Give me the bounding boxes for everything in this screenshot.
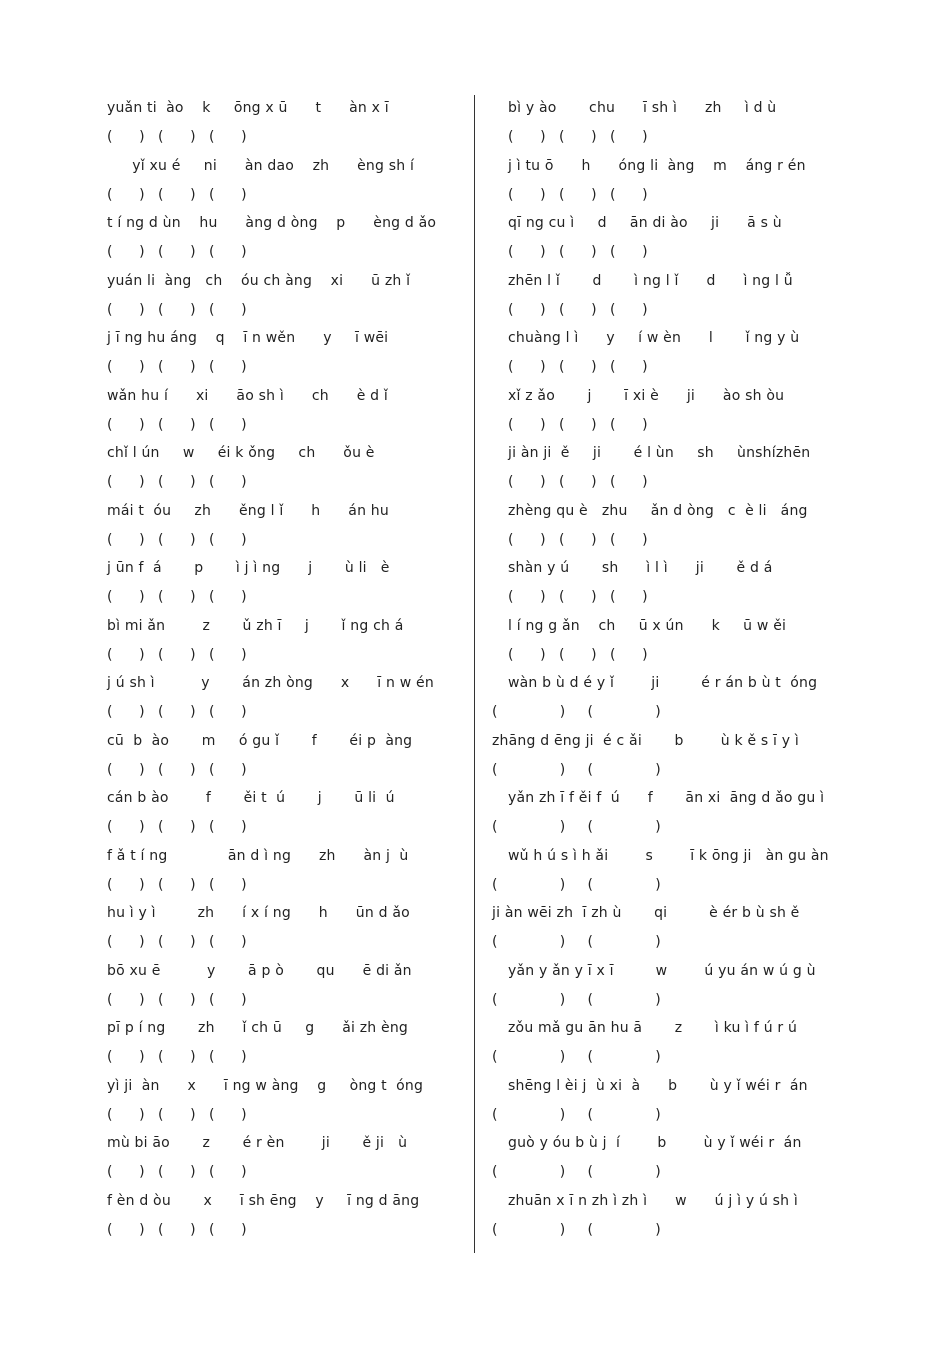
pinyin-line: bì mi ǎn z ǔ zh ī j ǐ ng ch á	[107, 617, 404, 634]
pinyin-line: yǎn y ǎn y ī x ī w ú yu án w ú g ù	[508, 962, 816, 979]
answer-blanks[interactable]: ( ) ( ) ( )	[107, 589, 247, 605]
pinyin-line: bì y ào chu ī sh ì zh ì d ù	[508, 100, 777, 116]
answer-blanks[interactable]: ( ) ( ) ( )	[107, 991, 247, 1008]
answer-blanks[interactable]: ( ) ( ) ( )	[508, 416, 648, 433]
answer-blanks[interactable]: ( ) ( ) ( )	[107, 474, 247, 490]
answer-blanks[interactable]: ( ) ( ) ( )	[107, 819, 247, 835]
pinyin-line: zhèng qu è zhu ǎn d òng c è li áng	[508, 502, 808, 519]
pinyin-line: zhēn l ǐ d ì ng l ǐ d ì ng l ǚ	[508, 272, 793, 289]
pinyin-line: guò y óu b ù j í b ù y ǐ wéi r án	[508, 1135, 802, 1151]
pinyin-line: zhuān x ī n zh ì zh ì w ú j ì y ú sh ì	[508, 1192, 798, 1209]
pinyin-line: f ǎ t í ng ān d ì ng zh àn j ù	[107, 847, 409, 864]
answer-blanks[interactable]: ( ) ( ) ( )	[107, 359, 247, 375]
answer-blanks[interactable]: ( ) ( ) ( )	[107, 704, 247, 720]
pinyin-line: j ūn f á p ì j ì ng j ù li è	[107, 560, 390, 576]
answer-blanks[interactable]: ( ) ( ) ( )	[508, 474, 648, 490]
answer-blanks[interactable]: ( ) ( ) ( )	[107, 416, 247, 433]
answer-blanks[interactable]: ( ) ( ) ( )	[107, 1221, 247, 1238]
answer-blanks[interactable]: ( ) ( )	[492, 704, 661, 720]
pinyin-line: ji àn ji ě ji é l ùn sh ùnshízhēn	[508, 445, 811, 461]
pinyin-line: t í ng d ùn hu àng d òng p èng d ǎo	[107, 215, 437, 231]
answer-blanks[interactable]: ( ) ( ) ( )	[508, 589, 648, 605]
answer-blanks[interactable]: ( ) ( )	[492, 876, 661, 893]
answer-blanks[interactable]: ( ) ( )	[492, 761, 661, 778]
answer-blanks[interactable]: ( ) ( ) ( )	[508, 301, 648, 318]
pinyin-line: wǔ h ú s ì h ǎi s ī k ōng ji àn gu àn	[508, 847, 829, 864]
answer-blanks[interactable]: ( ) ( )	[492, 819, 661, 835]
pinyin-line: f èn d òu x ī sh ēng y ī ng d āng	[107, 1192, 420, 1209]
pinyin-line: mái t óu zh ěng l ǐ h án hu	[107, 502, 389, 519]
answer-blanks[interactable]: ( ) ( ) ( )	[508, 359, 648, 375]
answer-blanks[interactable]: ( ) ( ) ( )	[107, 531, 247, 548]
answer-blanks[interactable]: ( ) ( )	[492, 1221, 661, 1238]
pinyin-line: yǎn zh ī f ěi f ú f ān xi āng d ǎo gu ì	[508, 790, 825, 806]
answer-blanks[interactable]: ( ) ( ) ( )	[107, 301, 247, 318]
answer-blanks[interactable]: ( ) ( )	[492, 1049, 661, 1065]
answer-blanks[interactable]: ( ) ( ) ( )	[508, 531, 648, 548]
answer-blanks[interactable]: ( ) ( ) ( )	[508, 646, 648, 663]
answer-blanks[interactable]: ( ) ( ) ( )	[107, 1049, 247, 1065]
pinyin-line: l í ng g ǎn ch ū x ún k ū w ěi	[508, 617, 787, 634]
pinyin-line: ji àn wēi zh ī zh ù qi è ér b ù sh ě	[492, 905, 800, 921]
answer-blanks[interactable]: ( ) ( )	[492, 991, 661, 1008]
pinyin-line: hu ì y ì zh í x í ng h ūn d ǎo	[107, 905, 410, 921]
pinyin-line: yì ji àn x ī ng w àng g òng t óng	[107, 1077, 424, 1094]
pinyin-line: mù bi āo z é r èn ji ě ji ù	[107, 1135, 408, 1151]
pinyin-line: yǐ xu é ni àn dao zh èng sh í	[123, 157, 415, 174]
pinyin-line: chǐ l ún w éi k ǒng ch ǒu è	[107, 445, 375, 461]
answer-blanks[interactable]: ( ) ( ) ( )	[508, 186, 648, 203]
answer-blanks[interactable]: ( ) ( )	[492, 1106, 661, 1123]
answer-blanks[interactable]: ( ) ( )	[492, 1164, 661, 1180]
pinyin-line: qī ng cu ì d ān di ào ji ā s ù	[508, 215, 782, 231]
pinyin-line: bō xu ē y ā p ò qu ē di ǎn	[107, 962, 412, 979]
answer-blanks[interactable]: ( ) ( ) ( )	[107, 761, 247, 778]
answer-blanks[interactable]: ( ) ( ) ( )	[107, 646, 247, 663]
pinyin-line: zhāng d ēng ji é c ǎi b ù k ě s ī y ì	[492, 732, 800, 749]
pinyin-line: xǐ z ǎo j ī xi è ji ào sh òu	[508, 387, 785, 404]
pinyin-line: j ī ng hu áng q ī n wěn y ī wēi	[107, 330, 389, 346]
pinyin-line: j ì tu ō h óng li àng m áng r én	[508, 157, 806, 174]
answer-blanks[interactable]: ( ) ( ) ( )	[107, 244, 247, 260]
answer-blanks[interactable]: ( ) ( ) ( )	[107, 934, 247, 950]
answer-blanks[interactable]: ( ) ( ) ( )	[508, 129, 648, 145]
pinyin-line: yuán li àng ch óu ch àng xi ū zh ǐ	[107, 272, 411, 289]
pinyin-line: cū b ào m ó gu ǐ f éi p àng	[107, 732, 413, 749]
answer-blanks[interactable]: ( ) ( ) ( )	[107, 186, 247, 203]
pinyin-line: zǒu mǎ gu ān hu ā z ì ku ì f ú r ú	[508, 1020, 798, 1036]
column-divider	[474, 95, 475, 1253]
pinyin-line: yuǎn ti ào k ōng x ū t àn x ī	[107, 100, 389, 116]
pinyin-line: shēng l èi j ù xi à b ù y ǐ wéi r án	[508, 1077, 808, 1094]
pinyin-line: shàn y ú sh ì l ì ji ě d á	[508, 560, 773, 576]
answer-blanks[interactable]: ( ) ( )	[492, 934, 661, 950]
pinyin-line: wǎn hu í xi āo sh ì ch è d ǐ	[107, 387, 388, 404]
pinyin-line: chuàng l ì y í w èn l ǐ ng y ù	[508, 330, 800, 346]
answer-blanks[interactable]: ( ) ( ) ( )	[107, 129, 247, 145]
pinyin-line: cán b ào f ěi t ú j ū li ú	[107, 790, 395, 806]
pinyin-line: wàn b ù d é y ǐ ji é r án b ù t óng	[508, 675, 818, 691]
pinyin-line: j ú sh ì y án zh òng x ī n w én	[107, 675, 434, 691]
answer-blanks[interactable]: ( ) ( ) ( )	[508, 244, 648, 260]
answer-blanks[interactable]: ( ) ( ) ( )	[107, 1106, 247, 1123]
pinyin-line: pī p í ng zh ǐ ch ū g ǎi zh èng	[107, 1020, 408, 1036]
answer-blanks[interactable]: ( ) ( ) ( )	[107, 1164, 247, 1180]
answer-blanks[interactable]: ( ) ( ) ( )	[107, 876, 247, 893]
